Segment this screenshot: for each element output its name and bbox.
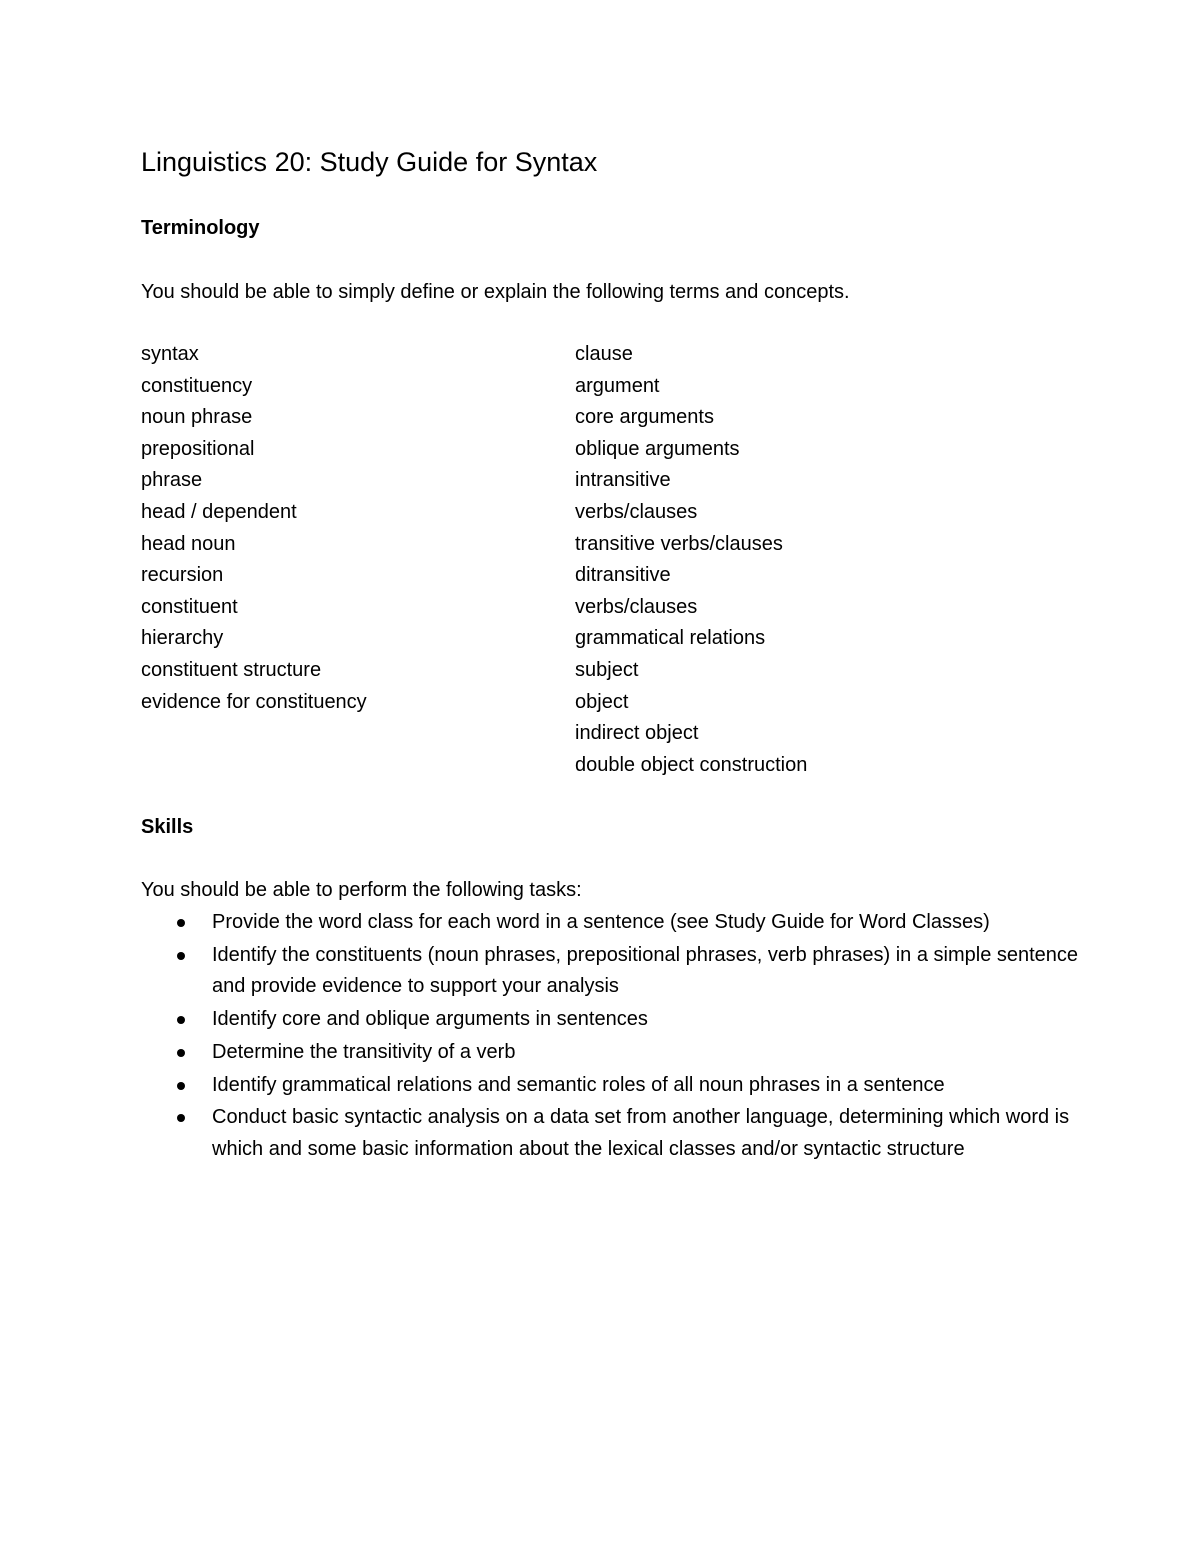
bullet-icon (177, 1082, 185, 1090)
terminology-heading: Terminology (141, 217, 260, 239)
term-item: prepositional (141, 437, 255, 460)
term-item: oblique arguments (575, 437, 740, 460)
term-item: head noun (141, 532, 236, 555)
term-item: phrase (141, 469, 203, 492)
term-item: recursion (141, 564, 224, 587)
terms-left-column (141, 339, 367, 718)
term-item: constituent (141, 595, 238, 618)
term-item: hierarchy (141, 627, 224, 650)
skills-intro: You should be able to perform the following tasks: (141, 879, 582, 901)
skill-text: Conduct basic syntactic analysis on a data set from another language, determining which word is which and some basic information about the lexical classes and/or syntactic structure (212, 1106, 1070, 1160)
bullet-icon (177, 1049, 185, 1057)
terms-right-column (575, 339, 807, 781)
skill-item (141, 940, 1081, 1003)
skill-item (141, 1102, 1081, 1165)
term-item: intransitive (575, 469, 671, 492)
term-item: verbs/clauses (575, 595, 698, 618)
term-item: object (575, 690, 629, 713)
term-item: noun phrase (141, 406, 253, 429)
term-item: verbs/clauses (575, 500, 698, 523)
skill-text: Identify core and oblique arguments in sentences (212, 1008, 648, 1031)
skill-item (141, 1070, 1081, 1102)
bullet-icon (177, 952, 185, 960)
skill-text: Provide the word class for each word in a sentence (see Study Guide for Word Classes) (212, 911, 990, 933)
term-item: transitive verbs/clauses (575, 532, 783, 555)
term-item: core arguments (575, 406, 714, 429)
term-item: ditransitive (575, 564, 671, 587)
skill-text: Identify the constituents (noun phrases, prepositional phrases, verb phrases) in a simple sentence and provide evidence to support your analysis (212, 943, 1079, 998)
terminology-intro: You should be able to simply define or explain the following terms and concepts. (141, 281, 850, 303)
term-item: constituent structure (141, 658, 322, 681)
bullet-icon (177, 1016, 185, 1024)
term-item: constituency (141, 374, 253, 397)
term-item: clause (575, 343, 633, 365)
term-item: head / dependent (141, 500, 297, 523)
page-title: Linguistics 20: Study Guide for Syntax (141, 147, 598, 177)
skill-text: Determine the transitivity of a verb (212, 1040, 516, 1063)
term-item: indirect object (575, 722, 699, 745)
skill-item (141, 907, 1081, 939)
skills-heading: Skills (141, 816, 194, 838)
term-item: evidence for constituency (141, 690, 367, 713)
term-item: grammatical relations (575, 627, 766, 650)
skill-item (141, 1004, 1081, 1036)
bullet-icon (177, 1114, 185, 1122)
skill-text: Identify grammatical relations and semantic roles of all noun phrases in a sentence (212, 1073, 945, 1096)
term-item: argument (575, 374, 660, 397)
term-item: syntax (141, 343, 199, 365)
bullet-icon (177, 919, 185, 927)
skill-item (141, 1037, 1081, 1069)
term-item: double object construction (575, 753, 808, 776)
skills-list (141, 907, 1081, 1167)
term-item: subject (575, 658, 639, 681)
